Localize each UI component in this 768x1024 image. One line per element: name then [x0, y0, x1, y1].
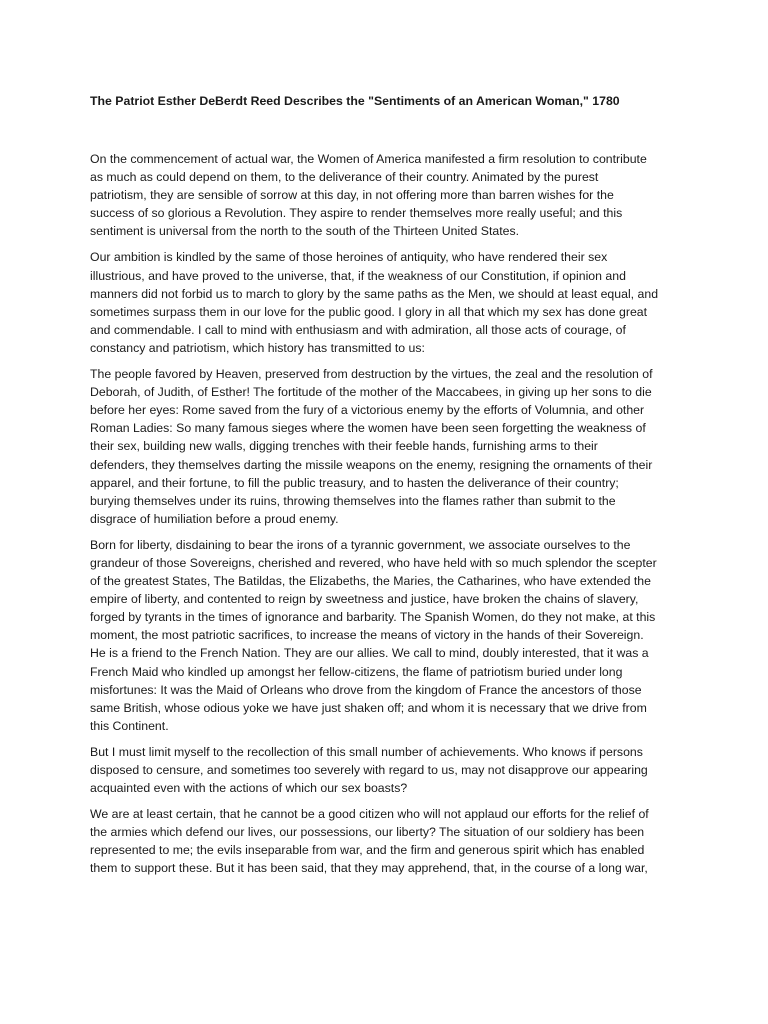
paragraph-line: same British, whose odious yoke we have just shaken off; and whom it is necessary that we drive from — [90, 700, 647, 715]
paragraph-line: empire of liberty, and contented to reign by sweetness and justice, have broken the chains of slavery, — [90, 592, 639, 607]
paragraph-line: disposed to censure, and sometimes too severely with regard to us, may not disapprove our appearing — [90, 763, 648, 777]
document-page — [90, 0, 682, 1024]
paragraph-line: defenders, they themselves darting the missile weapons on the enemy, resigning the ornaments of their — [90, 457, 653, 472]
paragraph-line: success of so glorious a Revolution. They aspire to render themselves more really useful; and this — [90, 206, 623, 221]
paragraph-line: manners did not forbid us to march to glory by the same paths as the Men, we should at least equal, and — [90, 286, 659, 301]
paragraph — [90, 248, 682, 357]
paragraph — [90, 743, 682, 797]
paragraph-line: He is a friend to the French Nation. They are our allies. We call to mind, doubly interested, that it was a — [90, 646, 649, 661]
paragraph-line: sometimes surpass them in our love for the public good. I glory in all that which my sex has done great — [90, 304, 648, 319]
paragraph-line: grandeur of those Sovereigns, cherished and revered, who have held with so much splendor the scepter — [90, 555, 657, 570]
paragraph-line: We are at least certain, that he cannot be a good citizen who will not applaud our efforts for the relief of — [90, 807, 649, 822]
paragraph-line: of the greatest States, The Batildas, the Elizabeths, the Maries, the Catharines, who have extended the — [90, 574, 651, 589]
paragraph-line: patriotism, they are sensible of sorrow at this day, in not offering more than barren wishes for the — [90, 188, 614, 203]
paragraph-line: misfortunes: It was the Maid of Orleans who drove from the kingdom of France the ancestors of those — [90, 682, 642, 697]
paragraph-line: burying themselves under its ruins, throwing themselves into the flames rather than submit to the — [90, 493, 616, 508]
paragraph-line: French Maid who kindled up amongst her fellow-citizens, the flame of patriotism buried under long — [90, 664, 623, 679]
paragraph-line: disgrace of humiliation before a proud enemy. — [90, 511, 339, 526]
paragraph-line: Deborah, of Judith, of Esther! The fortitude of the mother of the Maccabees, in giving up her sons to die — [90, 385, 652, 400]
paragraph-line: represented to me; the evils inseparable from war, and the firm and generous spirit which has enabled — [90, 843, 645, 858]
paragraph-line: apparel, and their fortune, to fill the public treasury, and to hasten the deliverance of their country; — [90, 475, 619, 490]
paragraph — [90, 536, 682, 735]
document-title: The Patriot Esther DeBerdt Reed Describes the "Sentiments of an American Woman," 1780 — [90, 94, 620, 108]
paragraph-line: constancy and patriotism, which history has transmitted to us: — [90, 340, 425, 355]
paragraph-line: But I must limit myself to the recollection of this small number of achievements. Who knows if persons — [90, 744, 643, 759]
paragraph-line: forged by tyrants in the times of ignorance and barbarity. The Spanish Women, do they not make, at this — [90, 610, 656, 625]
paragraph-line: illustrious, and have proved to the universe, that, if the weakness of our Constitution, if opinion and — [90, 268, 626, 283]
paragraph-line: Our ambition is kindled by the same of those heroines of antiquity, who have rendered their sex — [90, 250, 608, 265]
paragraph-line: as much as could depend on them, to the deliverance of their country. Animated by the purest — [90, 170, 599, 185]
paragraph — [90, 805, 682, 877]
paragraph-line: acquainted even with the actions of which our sex boasts? — [90, 781, 408, 796]
paragraph-line: them to support these. But it has been said, that they may apprehend, that, in the course of a long war, — [90, 861, 648, 876]
paragraph-line: sentiment is universal from the north to the south of the Thirteen United States. — [90, 224, 520, 239]
paragraph-line: Roman Ladies: So many famous sieges where the women have been seen forgetting the weakness of — [90, 421, 646, 436]
document-body — [90, 150, 682, 886]
paragraph-line: their sex, building new walls, digging trenches with their feeble hands, furnishing arms to their — [90, 439, 598, 454]
paragraph-line: Born for liberty, disdaining to bear the irons of a tyrannic government, we associate ourselves to the — [90, 537, 631, 552]
paragraph-line: On the commencement of actual war, the Women of America manifested a firm resolution to contribute — [90, 152, 647, 166]
paragraph — [90, 150, 682, 240]
paragraph-line: before her eyes: Rome saved from the fury of a victorious enemy by the efforts of Volumnia, and other — [90, 403, 645, 418]
paragraph — [90, 365, 682, 528]
paragraph-line: this Continent. — [90, 718, 169, 733]
paragraph-line: and commendable. I call to mind with enthusiasm and with admiration, all those acts of courage, of — [90, 322, 626, 337]
paragraph-line: The people favored by Heaven, preserved from destruction by the virtues, the zeal and the resolution of — [90, 367, 653, 382]
paragraph-line: the armies which defend our lives, our possessions, our liberty? The situation of our soldiery has been — [90, 825, 645, 840]
paragraph-line: moment, the most patriotic sacrifices, to increase the means of victory in the hands of their Sovereign. — [90, 628, 644, 643]
